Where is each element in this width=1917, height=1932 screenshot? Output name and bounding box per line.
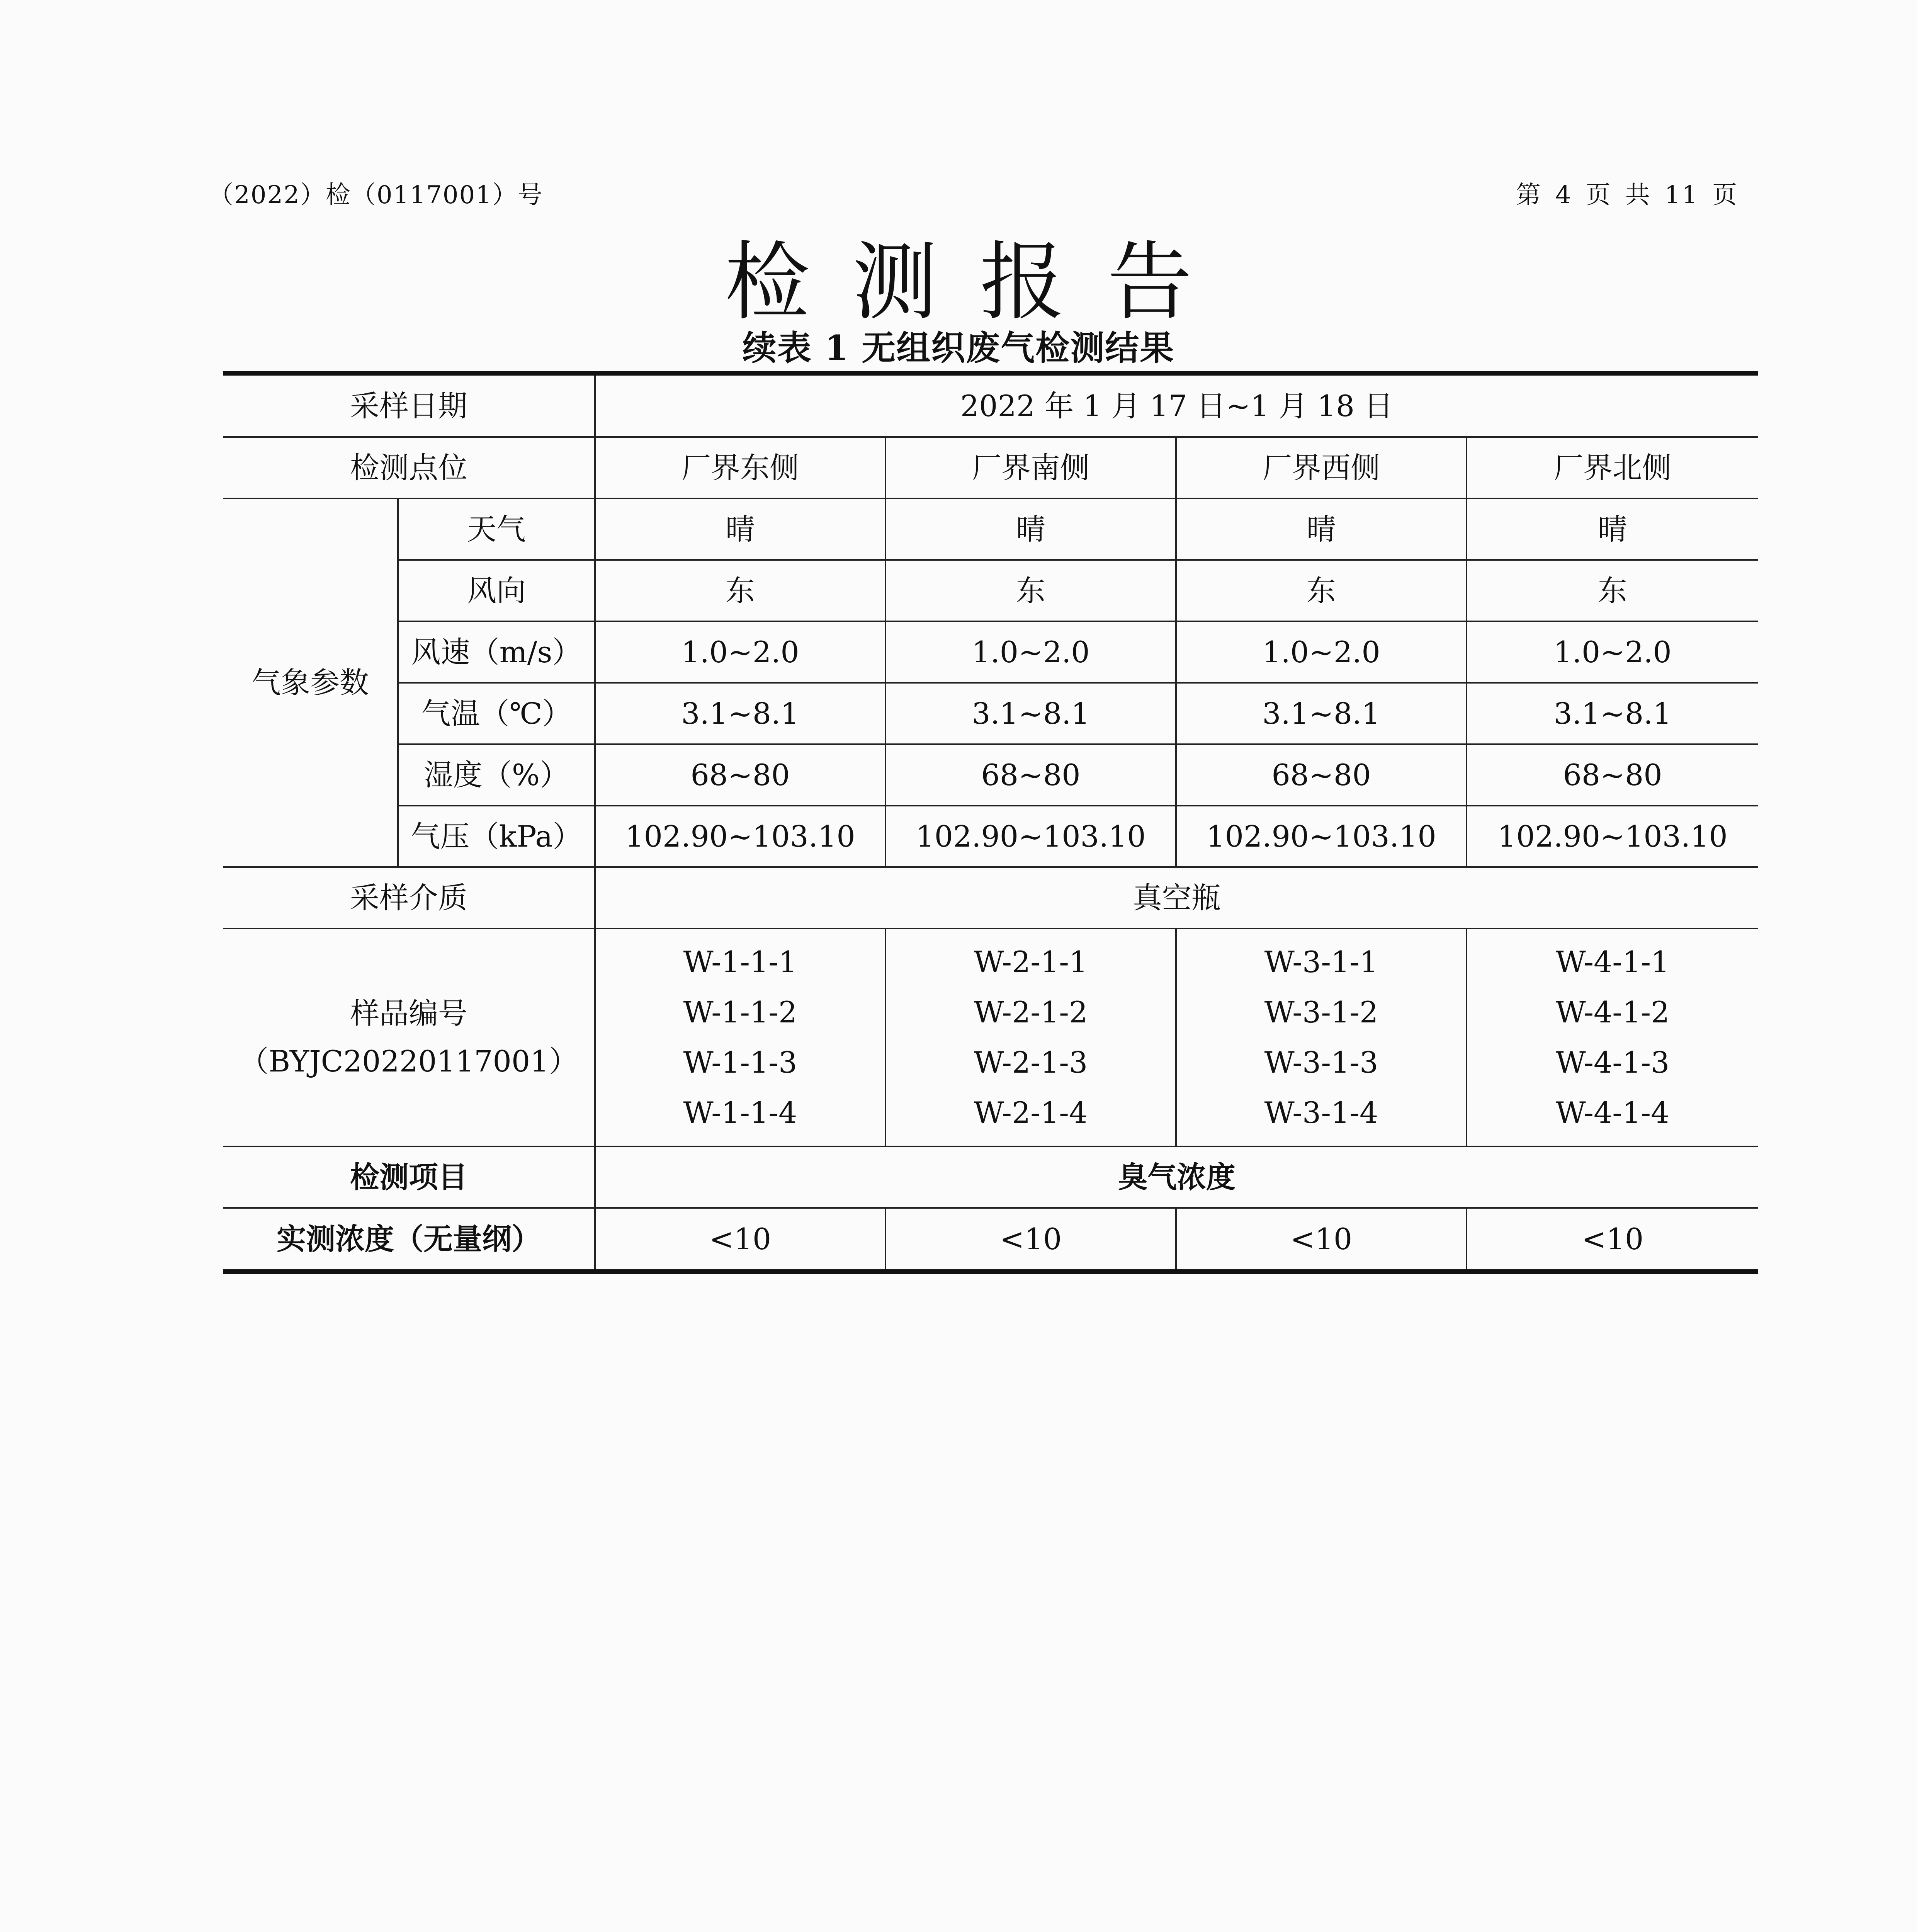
medium-label: 采样介质 — [223, 867, 595, 929]
met-value: 东 — [885, 560, 1176, 621]
met-value: 3.1~8.1 — [1467, 683, 1758, 744]
sample-code: W-2-1-2 — [974, 995, 1088, 1029]
table-row-humidity — [223, 744, 1758, 806]
table-row-temperature — [223, 683, 1758, 744]
table-row-weather — [223, 498, 1758, 560]
met-value: 102.90~103.10 — [1176, 806, 1467, 867]
test-item-label: 检测项目 — [223, 1146, 595, 1208]
table-row-sample-ids — [223, 929, 1758, 1146]
sampling-date-value: 2022 年 1 月 17 日~1 月 18 日 — [595, 376, 1758, 437]
result-value: <10 — [595, 1208, 885, 1269]
sample-code: W-4-1-1 — [1555, 945, 1670, 979]
met-row-label: 湿度（%） — [398, 744, 595, 806]
table-row-points — [223, 437, 1758, 498]
sample-code: W-4-1-2 — [1555, 995, 1670, 1029]
met-value: 东 — [595, 560, 885, 621]
results-table-frame — [223, 371, 1758, 1274]
met-value: 68~80 — [1467, 744, 1758, 806]
sample-id-label: 样品编号 — [350, 996, 467, 1031]
met-value: 3.1~8.1 — [885, 683, 1176, 744]
met-row-label: 天气 — [398, 498, 595, 560]
sample-id-batch: （BYJC20220117001） — [239, 1044, 578, 1078]
sample-code: W-4-1-3 — [1555, 1045, 1670, 1080]
met-value: 1.0~2.0 — [1176, 621, 1467, 683]
page-label-ye: 页 — [1586, 181, 1612, 209]
result-value: <10 — [1176, 1208, 1467, 1269]
met-value: 1.0~2.0 — [885, 621, 1176, 683]
sample-code: W-3-1-3 — [1264, 1045, 1378, 1080]
met-value: 102.90~103.10 — [885, 806, 1176, 867]
sample-code: W-2-1-4 — [974, 1095, 1088, 1130]
met-value: 68~80 — [595, 744, 885, 806]
page-label-gong: 共 — [1625, 181, 1652, 209]
page-indicator — [1516, 180, 1739, 211]
table-row-sampling-date — [223, 376, 1758, 437]
sample-code: W-1-1-2 — [683, 995, 797, 1029]
page-label-di: 第 — [1516, 181, 1542, 209]
report-code: （2022）检（0117001）号 — [209, 181, 543, 209]
sample-code: W-4-1-4 — [1555, 1095, 1670, 1130]
met-value: 68~80 — [1176, 744, 1467, 806]
results-table — [223, 376, 1758, 1269]
table-row-pressure — [223, 806, 1758, 867]
point-north: 厂界北侧 — [1467, 437, 1758, 498]
sample-code: W-2-1-1 — [974, 945, 1088, 979]
met-value: 3.1~8.1 — [1176, 683, 1467, 744]
sample-code: W-1-1-4 — [683, 1095, 797, 1130]
met-value: 1.0~2.0 — [1467, 621, 1758, 683]
met-value: 晴 — [595, 498, 885, 560]
sample-code: W-1-1-3 — [683, 1045, 797, 1080]
point-label: 检测点位 — [223, 437, 595, 498]
met-value: 3.1~8.1 — [595, 683, 885, 744]
point-west: 厂界西侧 — [1176, 437, 1467, 498]
point-east: 厂界东侧 — [595, 437, 885, 498]
met-value: 东 — [1467, 560, 1758, 621]
met-value: 102.90~103.10 — [1467, 806, 1758, 867]
medium-value: 真空瓶 — [595, 867, 1758, 929]
sample-ids-south — [885, 929, 1176, 1146]
sample-id-label-cell — [223, 929, 595, 1146]
met-row-label: 风速（m/s） — [398, 621, 595, 683]
page-current: 4 — [1555, 181, 1573, 209]
result-value: <10 — [885, 1208, 1176, 1269]
sample-ids-west — [1176, 929, 1467, 1146]
sample-ids-east — [595, 929, 885, 1146]
test-item-value: 臭气浓度 — [595, 1146, 1758, 1208]
table-row-results — [223, 1208, 1758, 1269]
point-south: 厂界南侧 — [885, 437, 1176, 498]
sample-code: W-3-1-4 — [1264, 1095, 1378, 1130]
met-group-label: 气象参数 — [223, 498, 398, 867]
met-row-label: 气温（℃） — [398, 683, 595, 744]
met-value: 1.0~2.0 — [595, 621, 885, 683]
sample-code: W-1-1-1 — [683, 945, 797, 979]
sample-code: W-3-1-1 — [1264, 945, 1378, 979]
result-label: 实测浓度（无量纲） — [223, 1208, 595, 1269]
met-value: 晴 — [885, 498, 1176, 560]
met-value: 晴 — [1467, 498, 1758, 560]
met-value: 东 — [1176, 560, 1467, 621]
result-value: <10 — [1467, 1208, 1758, 1269]
table-row-test-item — [223, 1146, 1758, 1208]
met-value: 102.90~103.10 — [595, 806, 885, 867]
page-total: 11 — [1664, 181, 1699, 209]
met-value: 68~80 — [885, 744, 1176, 806]
table-caption: 续表 1 无组织废气检测结果 — [742, 328, 1175, 368]
met-row-label: 风向 — [398, 560, 595, 621]
table-row-wind-direction — [223, 560, 1758, 621]
sample-code: W-2-1-3 — [974, 1045, 1088, 1080]
sampling-date-label: 采样日期 — [223, 376, 595, 437]
met-row-label: 气压（kPa） — [398, 806, 595, 867]
met-value: 晴 — [1176, 498, 1467, 560]
sample-code: W-3-1-2 — [1264, 995, 1378, 1029]
page-label-ye-2: 页 — [1712, 181, 1739, 209]
sample-ids-north — [1467, 929, 1758, 1146]
report-title: 检测报告 — [724, 233, 1235, 332]
table-row-wind-speed — [223, 621, 1758, 683]
table-row-medium — [223, 867, 1758, 929]
